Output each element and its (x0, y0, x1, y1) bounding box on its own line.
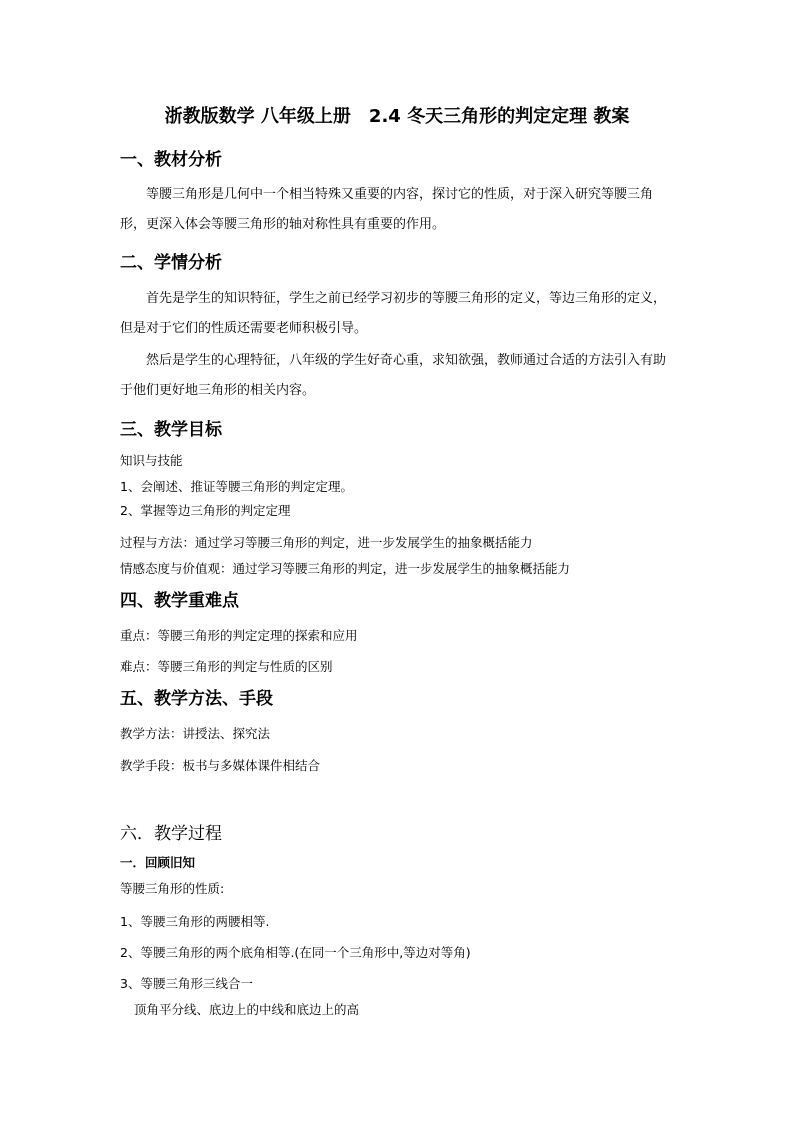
section-4-line-1: 重点：等腰三角形的判定定理的探索和应用 (120, 628, 358, 643)
section-6-line-6: 顶角平分线、底边上的中线和底边上的高 (134, 1002, 360, 1017)
section-3-line-4: 过程与方法：通过学习等腰三角形的判定，进一步发展学生的抽象概括能力 (120, 535, 533, 550)
section-2-paragraph-2: 然后是学生的心理特征，八年级的学生好奇心重，求知欲强，教师通过合适的方法引入有助于他们更好地三角形的相关内容。 (120, 353, 667, 398)
section-heading-4: 四、教学重难点 (120, 591, 239, 611)
section-3-line-5: 情感态度与价值观：通过学习等腰三角形的判定，进一步发展学生的抽象概括能力 (120, 561, 571, 576)
section-2-paragraph-1: 首先是学生的知识特征，学生之前已经学习初步的等腰三角形的定义，等边三角形的定义，但是对于它们的性质还需要老师积极引导。 (120, 291, 667, 336)
section-3-line-3: 2、掌握等边三角形的判定定理 (120, 503, 291, 518)
section-6-line-5: 3、等腰三角形三线合一 (120, 976, 253, 991)
section-6-line-1: 一．回顾旧知 (120, 855, 196, 870)
section-heading-3: 三、教学目标 (120, 420, 222, 440)
section-6-line-4: 2、等腰三角形的两个底角相等.(在同一个三角形中,等边对等角) (120, 945, 471, 960)
section-heading-6: 六．教学过程 (120, 824, 222, 844)
section-heading-5: 五、教学方法、手段 (120, 689, 273, 709)
section-6-line-2: 等腰三角形的性质: (120, 881, 225, 896)
section-3-line-2: 1、会阐述、推证等腰三角形的判定定理。 (120, 479, 353, 494)
section-heading-1: 一、教材分析 (120, 150, 222, 170)
document-title: 浙教版数学 八年级上册 2.4 冬天三角形的判定定理 教案 (164, 106, 630, 127)
section-3-line-1: 知识与技能 (120, 453, 183, 468)
section-6-line-3: 1、等腰三角形的两腰相等. (120, 914, 270, 929)
section-heading-2: 二、学情分析 (120, 253, 222, 273)
section-5-line-2: 教学手段：板书与多媒体课件相结合 (120, 758, 321, 773)
section-4-line-2: 难点：等腰三角形的判定与性质的区别 (120, 659, 333, 674)
section-1-paragraph-1: 等腰三角形是几何中一个相当特殊又重要的内容，探讨它的性质，对于深入研究等腰三角形，更深入体会等腰三角形的轴对称性具有重要的作用。 (120, 187, 654, 232)
section-5-line-1: 教学方法：讲授法、探究法 (120, 726, 271, 741)
